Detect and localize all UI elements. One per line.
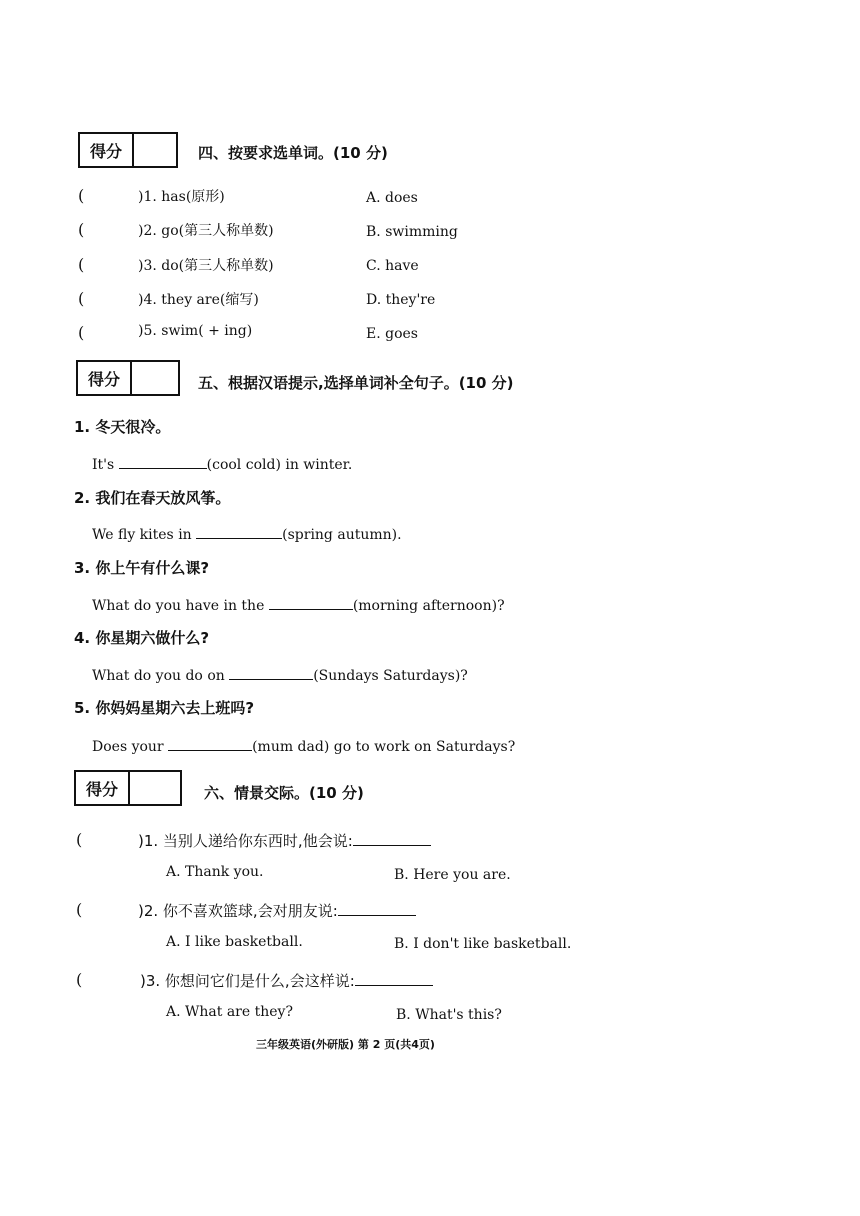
section5-sentence <box>92 524 402 543</box>
section6-option-b: B. Here you are. <box>394 867 511 883</box>
section5-sentence <box>92 736 515 755</box>
section5-sentence <box>92 595 505 614</box>
sentence-start: Does your <box>92 739 169 755</box>
score-label: 得分 <box>80 134 134 166</box>
section4-option: E. goes <box>366 326 418 342</box>
sentence-end: (Sundays Saturdays)? <box>313 668 468 684</box>
section6-option-b: B. What's this? <box>396 1007 502 1023</box>
answer-blank <box>119 454 207 469</box>
section5-sentence <box>92 665 468 684</box>
sentence-start: What do you do on <box>92 668 230 684</box>
section4-item: )1. has(原形) <box>138 189 225 205</box>
answer-blank <box>355 971 433 986</box>
sentence-end: (spring autumn). <box>282 527 402 543</box>
question-text: )3. 你想问它们是什么,会这样说: <box>140 972 355 990</box>
answer-blank <box>229 665 313 680</box>
section4-item: )2. go(第三人称单数) <box>138 223 274 239</box>
answer-paren: ( <box>76 900 83 919</box>
answer-blank <box>168 736 252 751</box>
answer-blank <box>338 901 416 916</box>
score-value-field <box>130 772 180 804</box>
sentence-end: (mum dad) go to work on Saturdays? <box>252 739 516 755</box>
section5-chinese-prompt: 3. 你上午有什么课? <box>74 559 210 577</box>
answer-paren: ( <box>76 970 83 989</box>
score-box-section6 <box>74 770 182 806</box>
answer-blank <box>196 524 282 539</box>
score-label: 得分 <box>76 772 130 804</box>
section4-item: )5. swim( + ing) <box>138 323 253 339</box>
section6-option-a: A. What are they? <box>166 1004 293 1020</box>
section5-chinese-prompt: 4. 你星期六做什么? <box>74 629 210 647</box>
section6-option-a: A. Thank you. <box>166 864 264 880</box>
section5-title: 五、根据汉语提示,选择单词补全句子。(10 分) <box>198 374 514 392</box>
section4-option: A. does <box>366 190 418 206</box>
answer-paren: ( <box>78 220 85 239</box>
section4-option: D. they're <box>366 292 436 308</box>
sentence-start: It's <box>92 457 119 473</box>
section5-chinese-prompt: 1. 冬天很冷。 <box>74 418 171 436</box>
score-value-field <box>132 362 178 394</box>
answer-paren: ( <box>76 830 83 849</box>
answer-paren: ( <box>78 289 85 308</box>
section4-option: C. have <box>366 258 419 274</box>
section4-item: )4. they are(缩写) <box>138 292 259 308</box>
section6-question <box>138 900 416 921</box>
section5-chinese-prompt: 5. 你妈妈星期六去上班吗? <box>74 699 255 717</box>
answer-blank <box>269 595 353 610</box>
sentence-end: (cool cold) in winter. <box>206 457 353 473</box>
section5-chinese-prompt: 2. 我们在春天放风筝。 <box>74 489 231 507</box>
sentence-start: We fly kites in <box>92 527 197 543</box>
answer-blank <box>353 831 431 846</box>
answer-paren: ( <box>78 323 85 342</box>
section6-question <box>140 970 433 991</box>
score-label: 得分 <box>78 362 132 394</box>
section6-question <box>138 830 431 851</box>
section6-title: 六、情景交际。(10 分) <box>204 784 364 802</box>
section4-option: B. swimming <box>366 224 458 240</box>
page-footer: 三年级英语(外研版) 第 2 页(共4页) <box>256 1038 435 1051</box>
section4-item: )3. do(第三人称单数) <box>138 258 274 274</box>
question-text: )1. 当别人递给你东西时,他会说: <box>138 832 353 850</box>
answer-paren: ( <box>78 255 85 274</box>
section4-title: 四、按要求选单词。(10 分) <box>198 144 388 162</box>
answer-paren: ( <box>78 186 85 205</box>
section5-sentence <box>92 454 352 473</box>
question-text: )2. 你不喜欢篮球,会对朋友说: <box>138 902 338 920</box>
section6-option-b: B. I don't like basketball. <box>394 936 572 952</box>
score-box-section4 <box>78 132 178 168</box>
score-value-field <box>134 134 176 166</box>
score-box-section5 <box>76 360 180 396</box>
sentence-start: What do you have in the <box>92 598 269 614</box>
section6-option-a: A. I like basketball. <box>166 934 303 950</box>
sentence-end: (morning afternoon)? <box>352 598 505 614</box>
